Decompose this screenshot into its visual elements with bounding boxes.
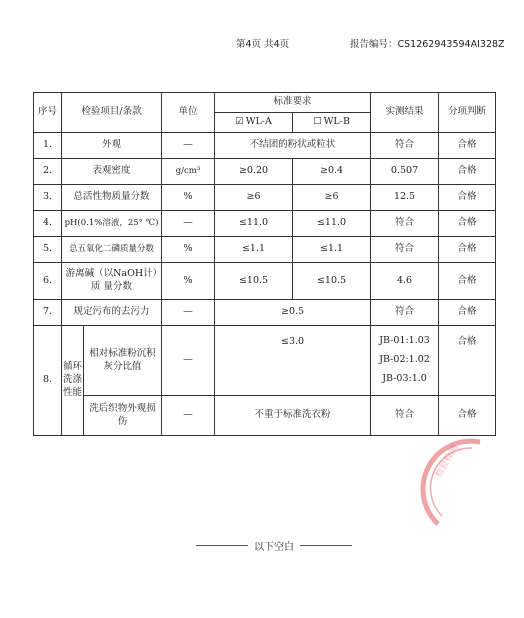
row-unit: — — [162, 396, 215, 436]
row-item: 相对标准粉沉积灰分比值 — [84, 326, 162, 396]
col-item-header: 检验项目/条款 — [62, 93, 162, 133]
row-std-a: ≤1.1 — [215, 237, 293, 263]
row-item: 总五氧化二磷质量分数 — [62, 237, 162, 263]
row-item: 游离碱（以NaOH计）质 量分数 — [62, 263, 162, 300]
row-std-a: ≥6 — [215, 185, 293, 211]
row-index: 1. — [34, 133, 62, 159]
row-std-b: ≤10.5 — [293, 263, 371, 300]
table-row — [34, 159, 496, 185]
row-std-b: ≤1.1 — [293, 237, 371, 263]
row-std-b: ≥6 — [293, 185, 371, 211]
row-std-a: ≤11.0 — [215, 211, 293, 237]
row-index: 8. — [34, 326, 62, 436]
row-judge: 合格 — [439, 159, 496, 185]
row-std-merged: 不重于标准洗衣粉 — [215, 396, 371, 436]
row-unit: % — [162, 185, 215, 211]
page-info: 第4页 共4页 — [236, 39, 290, 50]
row-unit: — — [162, 326, 215, 396]
row-result: 符合 — [371, 300, 439, 326]
table-row — [34, 237, 496, 263]
row-result — [371, 326, 439, 396]
row-std-merged: ≤3.0 — [215, 326, 371, 396]
row-judge: 合格 — [439, 300, 496, 326]
row-item: 表观密度 — [62, 159, 162, 185]
row-index: 6. — [34, 263, 62, 300]
row-judge: 合格 — [439, 237, 496, 263]
page-header — [0, 36, 524, 50]
row-index: 7. — [34, 300, 62, 326]
table-row — [34, 326, 496, 396]
std-a-label: WL-A — [245, 116, 272, 128]
row-judge: 合格 — [439, 185, 496, 211]
result-line: JB-01:1.03 — [379, 335, 430, 347]
row-item: 洗后织物外观损 伤 — [84, 396, 162, 436]
row-index: 2. — [34, 159, 62, 185]
row-std-a: ≤10.5 — [215, 263, 293, 300]
row-judge: 合格 — [439, 326, 496, 396]
row-item: pH(0.1%溶液，25° ℃) — [62, 211, 162, 237]
row-result: 符合 — [371, 133, 439, 159]
report-number: 报告编号：CS1262943594AI328Z — [350, 39, 505, 50]
row-result: 符合 — [371, 211, 439, 237]
row-result: 0.507 — [371, 159, 439, 185]
test-results-table — [33, 92, 496, 436]
header-row-1 — [34, 93, 496, 113]
row-unit: g/cm³ — [162, 159, 215, 185]
footer-divider-right — [300, 545, 352, 546]
row-judge: 合格 — [439, 263, 496, 300]
row-index: 5. — [34, 237, 62, 263]
col-std-header: 标准要求 — [215, 93, 371, 113]
row-index: 3. — [34, 185, 62, 211]
row-index: 4. — [34, 211, 62, 237]
row-item: 规定污布的去污力 — [62, 300, 162, 326]
col-unit-header: 单位 — [162, 93, 215, 133]
row-unit: — — [162, 300, 215, 326]
official-seal-stamp — [420, 438, 490, 528]
std-b-label: WL-B — [323, 116, 350, 128]
row-unit: — — [162, 211, 215, 237]
row-std-merged: ≥0.5 — [215, 300, 371, 326]
row-std-b: ≥0.4 — [293, 159, 371, 185]
blank-note: 以下空白 — [254, 542, 294, 553]
row-judge: 合格 — [439, 211, 496, 237]
svg-text:检验检测: 检验检测 — [433, 443, 461, 480]
col-result-header: 实测结果 — [371, 93, 439, 133]
row-judge: 合格 — [439, 396, 496, 436]
row-unit: — — [162, 133, 215, 159]
row-group-label: 循环洗涤性能 — [62, 326, 84, 436]
row-std-merged: 不结团的粉状或粒状 — [215, 133, 371, 159]
checkbox-checked-icon: ☑ — [235, 116, 244, 128]
row-result: 4.6 — [371, 263, 439, 300]
col-std-b-header — [293, 113, 371, 133]
result-line: JB-03:1.0 — [382, 372, 427, 384]
table-row — [34, 133, 496, 159]
table-row — [34, 185, 496, 211]
row-item: 外观 — [62, 133, 162, 159]
col-std-a-header — [215, 113, 293, 133]
row-judge: 合格 — [439, 133, 496, 159]
row-result: 12.5 — [371, 185, 439, 211]
col-judge-header: 分项判断 — [439, 93, 496, 133]
footer-divider-left — [196, 545, 248, 546]
table-row — [34, 396, 496, 436]
row-std-b: ≤11.0 — [293, 211, 371, 237]
row-item: 总活性物质量分数 — [62, 185, 162, 211]
row-unit: % — [162, 263, 215, 300]
row-std-a: ≥0.20 — [215, 159, 293, 185]
row-unit: % — [162, 237, 215, 263]
table-row — [34, 300, 496, 326]
checkbox-empty-icon: ☐ — [313, 116, 322, 128]
row-result: 符合 — [371, 237, 439, 263]
table-row — [34, 263, 496, 300]
row-result: 符合 — [371, 396, 439, 436]
table-row — [34, 211, 496, 237]
col-index-header: 序号 — [34, 93, 62, 133]
result-line: JB-02:1.02 — [379, 354, 430, 366]
